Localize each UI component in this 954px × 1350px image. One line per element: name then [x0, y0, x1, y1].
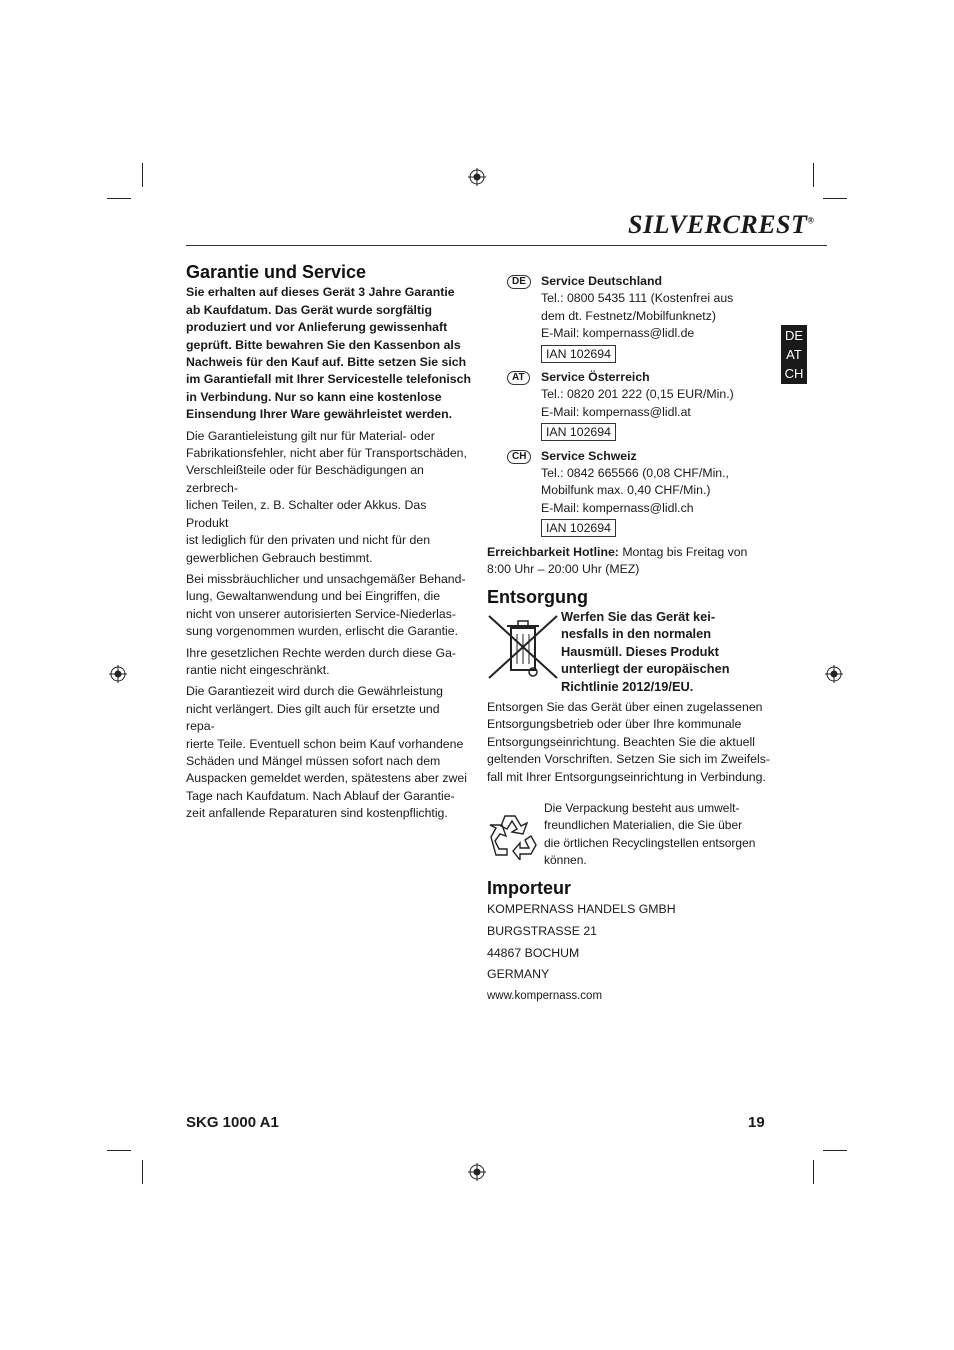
service-entry: CH Service Schweiz Tel.: 0842 665566 (0,08 CHF/Min., Mobilfunk max. 0,40 CHF/Min.) E-Mail: kompernass@lidl.ch IAN 102694 [487, 448, 772, 538]
brand-logo: SILVERCREST® [628, 210, 815, 239]
packaging-notice: Die Verpackung besteht aus umwelt- freundlichen Materialien, die Sie über die örtlichen Recyclingstellen entsorgen können. [544, 800, 756, 868]
crop-mark [823, 198, 847, 199]
section-title: Garantie und Service [186, 262, 367, 282]
registration-mark-icon [468, 168, 486, 186]
service-entry: DE Service Deutschland Tel.: 0800 5435 111 (Kostenfrei aus dem dt. Festnetz/Mobilfunknetz) E-Mail: kompernass@lidl.de IAN 102694 [487, 273, 772, 363]
packaging-block [487, 800, 772, 870]
country-badge: DE [507, 275, 531, 289]
paragraph: Bei missbräuchlicher und unsachgemäßer Behand- lung, Gewaltanwendung und bei Eingriffen, die nicht von unserer autorisierten Service-Niederlas- sung vorgenommen wurden, erlischt die Garantie. [186, 571, 466, 639]
crop-mark [107, 1150, 131, 1151]
crop-mark [813, 163, 814, 187]
header-rule [186, 245, 827, 246]
recycling-icon [487, 810, 539, 860]
weee-block [487, 608, 772, 695]
paragraph: Die Garantieleistung gilt nur für Material- oder Fabrikationsfehler, nicht aber für Transportschäden, Verschleißteile oder für Beschädigungen an zerbrech- lichen Teilen, z. B. Schalter oder Akkus. Das Produkt ist lediglich für den privaten und nicht für den gewerblichen Gebrauch bestimmt. [186, 428, 467, 565]
ian-box: IAN 102694 [541, 519, 616, 537]
importer-address: KOMPERNASS HANDELS GMBH BURGSTRASSE 21 44867 BOCHUM GERMANY www.kompernass.com [487, 899, 772, 1007]
paragraph: Die Garantiezeit wird durch die Gewährleistung nicht verlängert. Dies gilt auch für ersetzte und repa- rierte Teile. Eventuell schon beim Kauf vorhandene Schäden und Mängel müssen sofort nach dem Auspacken gemeldet werden, spätestens aber zwei Tage nach Kaufdatum. Nach Ablauf der Garantie- zeit anfallende Reparaturen sind kostenpflichtig. [186, 684, 467, 821]
intro-paragraph: Sie erhalten auf dieses Gerät 3 Jahre Garantie ab Kaufdatum. Das Gerät wurde sorgfältig produziert und vor Anlieferung gewissenhaft geprüft. Bitte bewahren Sie den Kassenbon als Nachweis für den Kauf auf. Bitte setzen Sie sich im Garantiefall mit Ihrer Servicestelle telefonisch in Verbindung. Nur so kann eine kostenlose Einsendung Ihrer Ware gewährleistet werden. [186, 285, 471, 422]
country-badge: AT [507, 371, 530, 385]
website-link: www.kompernass.com [487, 989, 603, 1002]
service-entry: AT Service Österreich Tel.: 0820 201 222 (0,15 EUR/Min.) E-Mail: kompernass@lidl.at IAN 102694 [487, 369, 772, 442]
registration-mark-icon [825, 665, 843, 683]
model-number: SKG 1000 A1 [186, 1114, 279, 1131]
registration-mark-icon [109, 665, 127, 683]
paragraph: Ihre gesetzlichen Rechte werden durch diese Ga- rantie nicht eingeschränkt. [186, 645, 456, 677]
page-number: 19 [748, 1114, 765, 1131]
country-badge: CH [507, 450, 531, 464]
section-title: Importeur [487, 877, 572, 898]
paragraph: Entsorgen Sie das Gerät über einen zugelassenen Entsorgungsbetrieb oder über Ihre kommunale Entsorgungseinrichtung. Beachten Sie die aktuell geltenden Vorschriften. Setzen Sie sich im Zweifels- fall mit Ihrer Entsorgungseinrichtung in Verbindung. [487, 699, 770, 784]
crop-mark [107, 198, 131, 199]
language-tab: DE AT CH [781, 325, 807, 384]
crop-mark [823, 1150, 847, 1151]
crop-mark [813, 1160, 814, 1184]
crop-mark [142, 163, 143, 187]
left-column [186, 264, 471, 827]
ian-box: IAN 102694 [541, 345, 616, 363]
crop-mark [142, 1160, 143, 1184]
crossed-bin-icon [487, 612, 559, 682]
weee-notice: Werfen Sie das Gerät kei- nesfalls in den normalen Hausmüll. Dieses Produkt unterliegt der europäischen Richtlinie 2012/19/EU. [561, 608, 730, 694]
ian-box: IAN 102694 [541, 423, 616, 441]
registration-mark-icon [468, 1163, 486, 1181]
hotline: Erreichbarkeit Hotline: Montag bis Freitag von 8:00 Uhr – 20:00 Uhr (MEZ) [487, 544, 748, 577]
section-title: Entsorgung [487, 586, 588, 607]
right-column [487, 273, 772, 1007]
